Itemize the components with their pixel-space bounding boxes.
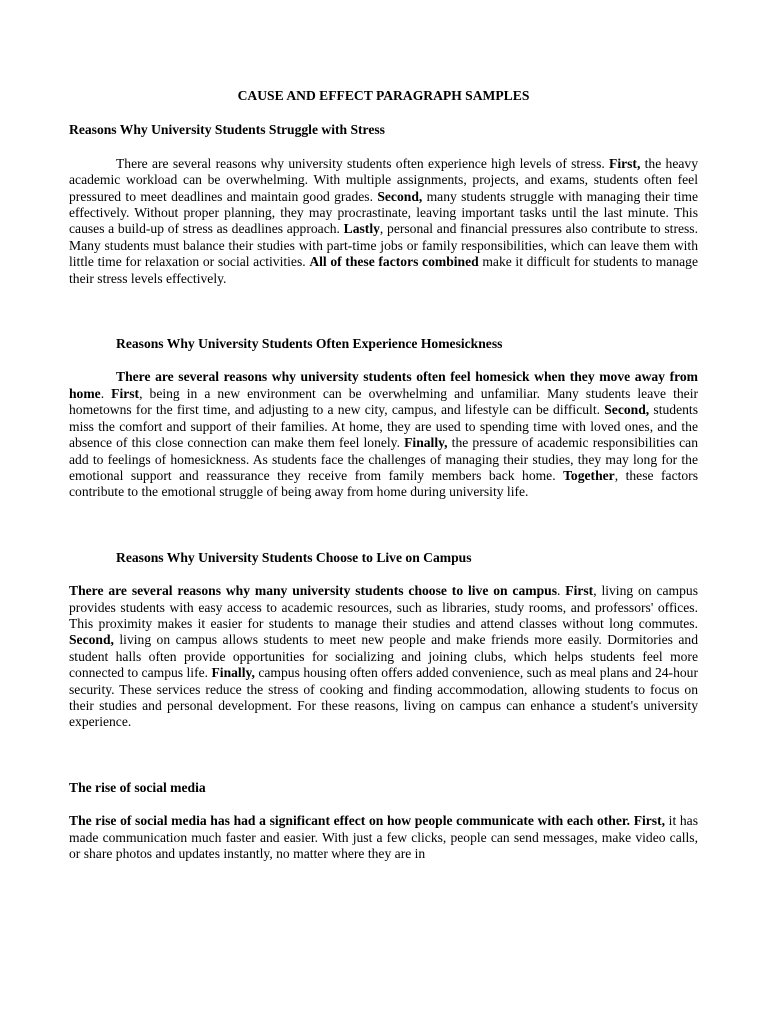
bold-text-run: Finally,	[211, 665, 255, 681]
text-run: There are several reasons why university students often experience high levels of stress.	[116, 155, 610, 171]
text-run: , being in a new environment can be overwhelming and unfamiliar. Many students leave their hometowns for the first time, and adjusting to a new city, campus, and lifestyle can be difficult.	[69, 385, 699, 418]
paragraph-campus	[69, 583, 698, 731]
section-heading-stress: Reasons Why University Students Struggle with Stress	[69, 122, 385, 138]
bold-text-run: Together	[563, 467, 615, 483]
section-heading-homesickness: Reasons Why University Students Often Experience Homesickness	[116, 336, 503, 352]
text-run: , these factors contribute to the emotional struggle of being away from home during university life.	[69, 467, 698, 500]
bold-text-run: The rise of social media has had a significant effect on how people communicate with each other. First,	[69, 813, 666, 829]
section-heading-campus: Reasons Why University Students Choose to Live on Campus	[116, 549, 472, 565]
bold-text-run: Lastly	[343, 221, 380, 237]
bold-text-run: There are several reasons why university students often feel homesick when they move away from home	[69, 369, 698, 401]
bold-text-run: Second,	[604, 402, 650, 418]
text-run: .	[557, 583, 566, 599]
text-run: make it difficult for students to manage their stress levels effectively.	[69, 254, 698, 286]
bold-text-run: Second,	[377, 188, 423, 204]
text-run: living on campus allows students to meet new people and make friends more easily. Dormitories and student halls often provide opportunities for socializing and joining clubs, which helps students feel more connected to campus life.	[69, 632, 698, 681]
text-run: many students struggle with managing their time effectively. Without proper planning, they may procrastinate, leaving important tasks until the last minute. This causes a build-up of stress as deadlines approach.	[69, 188, 698, 237]
document-page	[69, 88, 698, 862]
paragraph-social-media	[69, 813, 698, 862]
text-run: the heavy academic workload can be overwhelming. With multiple assignments, projects, and exams, students often feel pressured to meet deadlines and maintain good grades.	[69, 155, 698, 204]
bold-text-run: Second,	[69, 632, 114, 648]
text-run: .	[100, 385, 112, 401]
bold-text-run: First	[565, 583, 594, 599]
text-run: campus housing often offers added convenience, such as meal plans and 24-hour security. These services reduce the stress of cooking and finding accommodation, allowing students to focus on their studies and personal development. For these reasons, living on campus can enhance a student's university experience.	[69, 665, 698, 730]
text-run: , personal and financial pressures also contribute to stress. Many students must balance their studies with part-time jobs or family responsibilities, which can leave them with little time for relaxation or social activities.	[69, 221, 698, 270]
section-heading-social-media: The rise of social media	[69, 779, 206, 795]
text-run: it has made communication much faster and easier. With just a few clicks, people can send messages, make video calls, or share photos and updates instantly, no matter where they are in	[69, 813, 698, 861]
paragraph-homesickness	[69, 369, 698, 500]
document-title: CAUSE AND EFFECT PARAGRAPH SAMPLES	[237, 88, 530, 103]
bold-text-run: Finally,	[404, 435, 448, 451]
text-run: students miss the comfort and support of their families. At home, they are used to spending time with loved ones, and the absence of this close connection can make them feel lonely.	[69, 402, 698, 451]
bold-text-run: First,	[609, 155, 641, 171]
bold-text-run: There are several reasons why many university students choose to live on campus	[69, 583, 557, 599]
bold-text-run: All of these factors combined	[309, 254, 479, 270]
text-run: the pressure of academic responsibilities can add to feelings of homesickness. As students face the challenges of managing their studies, they may long for the emotional support and reassurance they receive from family members back home.	[69, 435, 698, 483]
paragraph-stress	[69, 156, 698, 287]
bold-text-run: First	[111, 385, 140, 401]
text-run: , living on campus provides students with easy access to academic resources, such as libraries, study rooms, and professors' offices. This proximity makes it easier for students to manage their studies and attend classes without long commutes.	[69, 583, 699, 631]
